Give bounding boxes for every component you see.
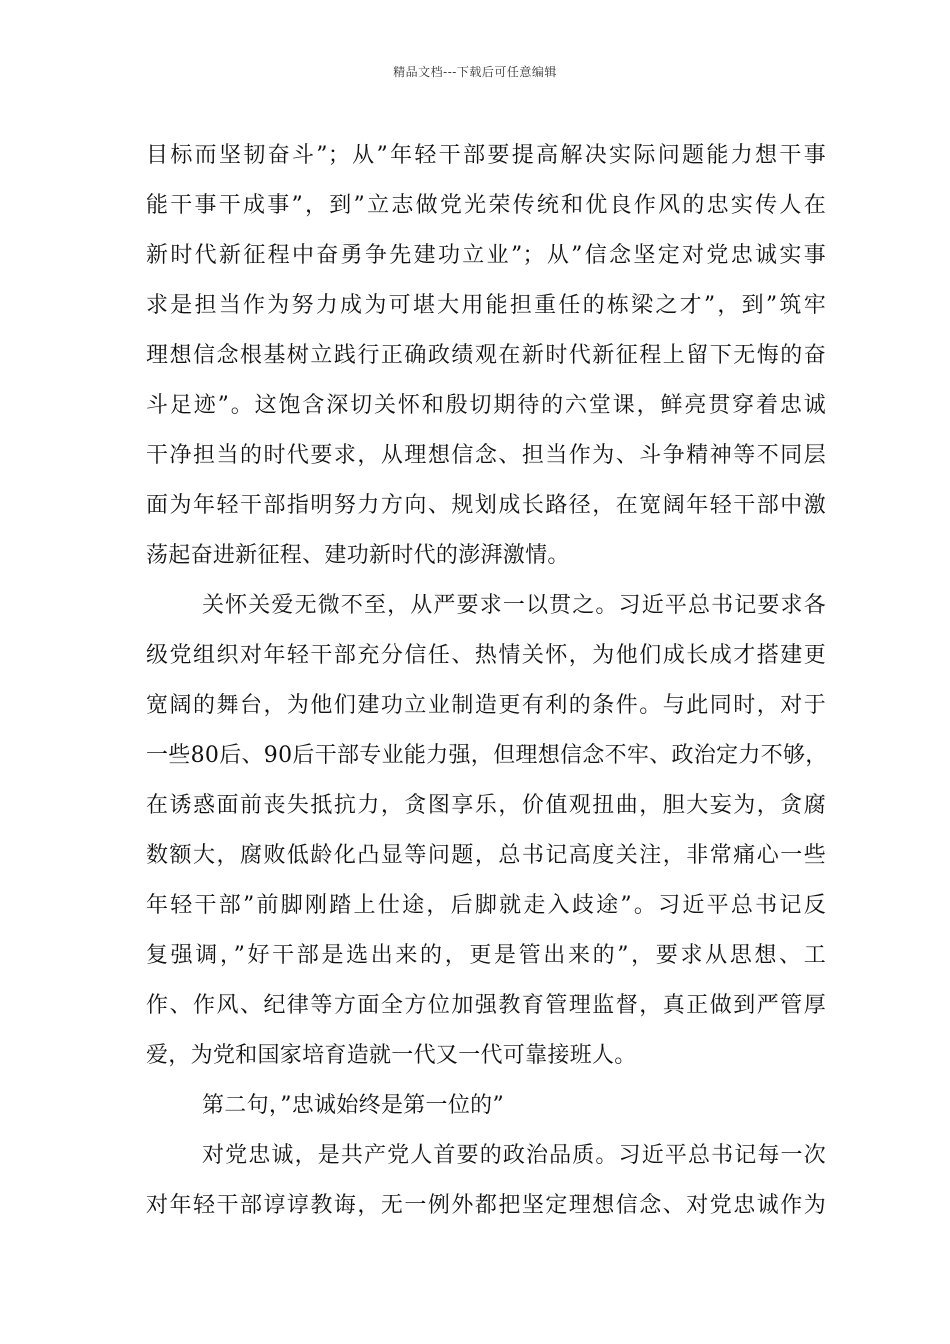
text-line: 理想信念根基树立践行正确政绩观在新时代新征程上留下无悔的奋 <box>146 343 826 368</box>
text-line: 求是担当作为努力成为可堪大用能担重任的栋梁之才”，到”筑牢 <box>146 293 826 318</box>
page-header: 精品文档---下载后可任意编辑 <box>393 65 557 79</box>
text-line: 一些80后、90后干部专业能力强，但理想信念不牢、政治定力不够， <box>146 743 828 768</box>
text-line: 级党组织对年轻干部充分信任、热情关怀，为他们成长成才搭建更 <box>146 643 826 668</box>
text-line: 宽阔的舞台，为他们建功立业制造更有利的条件。与此同时，对于 <box>146 693 826 718</box>
text-line: 面为年轻干部指明努力方向、规划成长路径，在宽阔年轻干部中激 <box>146 493 826 518</box>
text-line: 数额大，腐败低龄化凸显等问题，总书记高度关注，非常痛心一些 <box>146 843 826 868</box>
paragraph-first-line: 对党忠诚，是共产党人首要的政治品质。习近平总书记每一次 <box>202 1143 826 1168</box>
text-line: 荡起奋进新征程、建功新时代的澎湃激情。 <box>146 543 570 568</box>
text-line: 斗足迹”。这饱含深切关怀和殷切期待的六堂课，鲜亮贯穿着忠诚 <box>146 393 826 418</box>
text-line: 在诱惑面前丧失抵抗力，贪图享乐，价值观扭曲，胆大妄为，贪腐 <box>146 793 826 818</box>
text-line: 作、作风、纪律等方面全方位加强教育管理监督，真正做到严管厚 <box>146 993 826 1018</box>
text-line: 对年轻干部谆谆教诲，无一例外都把坚定理想信念、对党忠诚作为 <box>146 1193 826 1218</box>
section-heading: 第二句，”忠诚始终是第一位的” <box>202 1093 504 1118</box>
text-line: 干净担当的时代要求，从理想信念、担当作为、斗争精神等不同层 <box>146 443 826 468</box>
text-line: 复强调，”好干部是选出来的，更是管出来的”，要求从思想、工 <box>146 943 826 968</box>
text-line: 新时代新征程中奋勇争先建功立业”；从”信念坚定对党忠诚实事 <box>146 243 826 268</box>
text-line: 爱，为党和国家培育造就一代又一代可靠接班人。 <box>146 1043 637 1068</box>
document-body <box>146 131 826 1231</box>
paragraph-first-line: 关怀关爱无微不至，从严要求一以贯之。习近平总书记要求各 <box>202 593 826 618</box>
text-line: 目标而坚韧奋斗”；从”年轻干部要提高解决实际问题能力想干事 <box>146 143 826 168</box>
text-line: 年轻干部”前脚刚踏上仕途，后脚就走入歧途”。习近平总书记反 <box>146 893 826 918</box>
text-line: 能干事干成事”，到”立志做党光荣传统和优良作风的忠实传人在 <box>146 193 826 218</box>
